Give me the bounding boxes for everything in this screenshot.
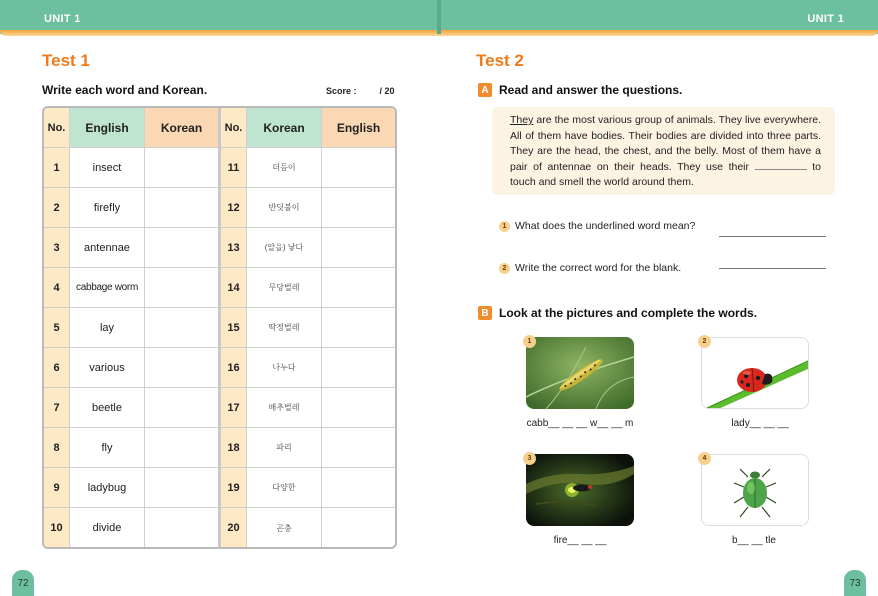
table-row	[221, 428, 395, 468]
answer-cell[interactable]	[322, 428, 395, 467]
score-total: / 20	[379, 86, 395, 96]
table-row	[44, 388, 218, 428]
answer-cell[interactable]	[145, 308, 218, 347]
answer-cell[interactable]	[145, 348, 218, 387]
table-row	[44, 428, 218, 468]
table-row	[44, 148, 218, 188]
question-2	[499, 262, 681, 274]
row-word: 배추벌레	[247, 388, 322, 427]
table-row	[44, 508, 218, 548]
table-header-row	[44, 108, 218, 148]
row-word: 딱정벌레	[247, 308, 322, 347]
answer-cell[interactable]	[145, 388, 218, 427]
row-word: 곤충	[247, 508, 322, 548]
picture-caption: cabb__ __ __ w__ __ m	[526, 418, 634, 429]
test1-instruction: Write each word and Korean.	[42, 83, 208, 97]
table-row	[221, 468, 395, 508]
question-text: What does the underlined word mean?	[515, 220, 696, 232]
header-korean: Korean	[247, 108, 322, 147]
table-row	[221, 308, 395, 348]
section-b-instruction: Look at the pictures and complete the words.	[499, 306, 758, 320]
table-row	[44, 468, 218, 508]
picture-caption: fire__ __ __	[553, 535, 607, 546]
row-number: 6	[44, 348, 70, 387]
row-number: 13	[221, 228, 247, 267]
row-number: 10	[44, 508, 70, 548]
row-number: 8	[44, 428, 70, 467]
row-number: 11	[221, 148, 247, 187]
picture-number: 4	[698, 452, 711, 465]
word-table	[42, 106, 397, 549]
page-number-right: 73	[844, 570, 866, 596]
answer-cell[interactable]	[322, 308, 395, 347]
row-word: antennae	[70, 228, 145, 267]
answer-cell[interactable]	[322, 188, 395, 227]
table-row	[221, 268, 395, 308]
answer-line-2[interactable]	[719, 268, 826, 269]
beetle-image	[701, 454, 809, 526]
answer-cell[interactable]	[145, 188, 218, 227]
ladybug-image	[701, 337, 809, 409]
picture-caption: lady__ __ __	[731, 418, 789, 429]
row-word: cabbage worm	[70, 268, 145, 307]
table-row	[44, 348, 218, 388]
table-row	[44, 188, 218, 228]
row-word: 더듬이	[247, 148, 322, 187]
unit-label-right: UNIT 1	[807, 13, 844, 25]
unit-label-left: UNIT 1	[44, 13, 81, 25]
answer-cell[interactable]	[145, 228, 218, 267]
row-number: 12	[221, 188, 247, 227]
table-row	[44, 228, 218, 268]
answer-cell[interactable]	[322, 348, 395, 387]
answer-line-1[interactable]	[719, 236, 826, 237]
row-word: 다양한	[247, 468, 322, 507]
row-number: 3	[44, 228, 70, 267]
firefly-image	[526, 454, 634, 526]
answer-cell[interactable]	[322, 148, 395, 187]
question-number: 1	[499, 221, 510, 232]
answer-cell[interactable]	[145, 428, 218, 467]
passage-text: are the most various group of animals. They live everywhere. All of them have bodies. Their bodies are divided into three parts. They are the head, the chest, and the belly. Most of them have a pair of antennae on their heads. They use their	[510, 114, 821, 173]
reading-passage	[492, 107, 835, 195]
table-row	[44, 268, 218, 308]
table-row	[221, 148, 395, 188]
table-row	[221, 348, 395, 388]
row-word: ladybug	[70, 468, 145, 507]
section-a-instruction: Read and answer the questions.	[499, 83, 683, 97]
row-word: beetle	[70, 388, 145, 427]
table-row	[221, 228, 395, 268]
underlined-word: They	[510, 114, 534, 126]
page-number-left: 72	[12, 570, 34, 596]
row-number: 9	[44, 468, 70, 507]
picture-number: 2	[698, 335, 711, 348]
row-word: various	[70, 348, 145, 387]
row-number: 7	[44, 388, 70, 427]
test1-title: Test 1	[42, 51, 90, 70]
answer-cell[interactable]	[145, 508, 218, 548]
row-number: 2	[44, 188, 70, 227]
row-number: 4	[44, 268, 70, 307]
row-word: 나누다	[247, 348, 322, 387]
row-number: 20	[221, 508, 247, 548]
section-b-badge: B	[478, 306, 492, 320]
picture-caption: b__ __ tle	[732, 535, 776, 546]
page-fold	[437, 0, 441, 34]
answer-cell[interactable]	[322, 508, 395, 548]
row-number: 14	[221, 268, 247, 307]
answer-cell[interactable]	[145, 468, 218, 507]
passage-blank[interactable]	[755, 160, 807, 170]
answer-cell[interactable]	[322, 388, 395, 427]
answer-cell[interactable]	[145, 268, 218, 307]
header-korean: Korean	[145, 108, 218, 147]
word-table-left	[44, 108, 218, 548]
row-word: insect	[70, 148, 145, 187]
answer-cell[interactable]	[145, 148, 218, 187]
question-number: 2	[499, 263, 510, 274]
word-table-right	[221, 108, 395, 548]
question-1	[499, 220, 695, 232]
row-number: 5	[44, 308, 70, 347]
row-word: (알을) 낳다	[247, 228, 322, 267]
answer-cell[interactable]	[322, 468, 395, 507]
score-label: Score :	[326, 86, 357, 96]
table-row	[44, 308, 218, 348]
picture-number: 3	[523, 452, 536, 465]
row-number: 18	[221, 428, 247, 467]
picture-number: 1	[523, 335, 536, 348]
answer-cell[interactable]	[322, 228, 395, 267]
row-word: 반딧불이	[247, 188, 322, 227]
row-word: firefly	[70, 188, 145, 227]
row-word: fly	[70, 428, 145, 467]
row-word: lay	[70, 308, 145, 347]
table-row	[221, 508, 395, 548]
row-number: 17	[221, 388, 247, 427]
row-number: 19	[221, 468, 247, 507]
table-row	[221, 388, 395, 428]
table-row	[221, 188, 395, 228]
table-header-row	[221, 108, 395, 148]
section-a-badge: A	[478, 83, 492, 97]
row-number: 15	[221, 308, 247, 347]
row-number: 1	[44, 148, 70, 187]
row-word: divide	[70, 508, 145, 548]
row-number: 16	[221, 348, 247, 387]
header-english: English	[322, 108, 395, 147]
row-word: 파리	[247, 428, 322, 467]
header-no: No.	[221, 108, 247, 147]
cabbage-worm-image	[526, 337, 634, 409]
question-text: Write the correct word for the blank.	[515, 262, 682, 274]
header-no: No.	[44, 108, 70, 147]
answer-cell[interactable]	[322, 268, 395, 307]
row-word: 무당벌레	[247, 268, 322, 307]
score-box	[326, 86, 395, 96]
test2-title: Test 2	[476, 51, 524, 70]
header-english: English	[70, 108, 145, 147]
passage-text-end: to touch and smell the world around them.	[510, 160, 821, 188]
